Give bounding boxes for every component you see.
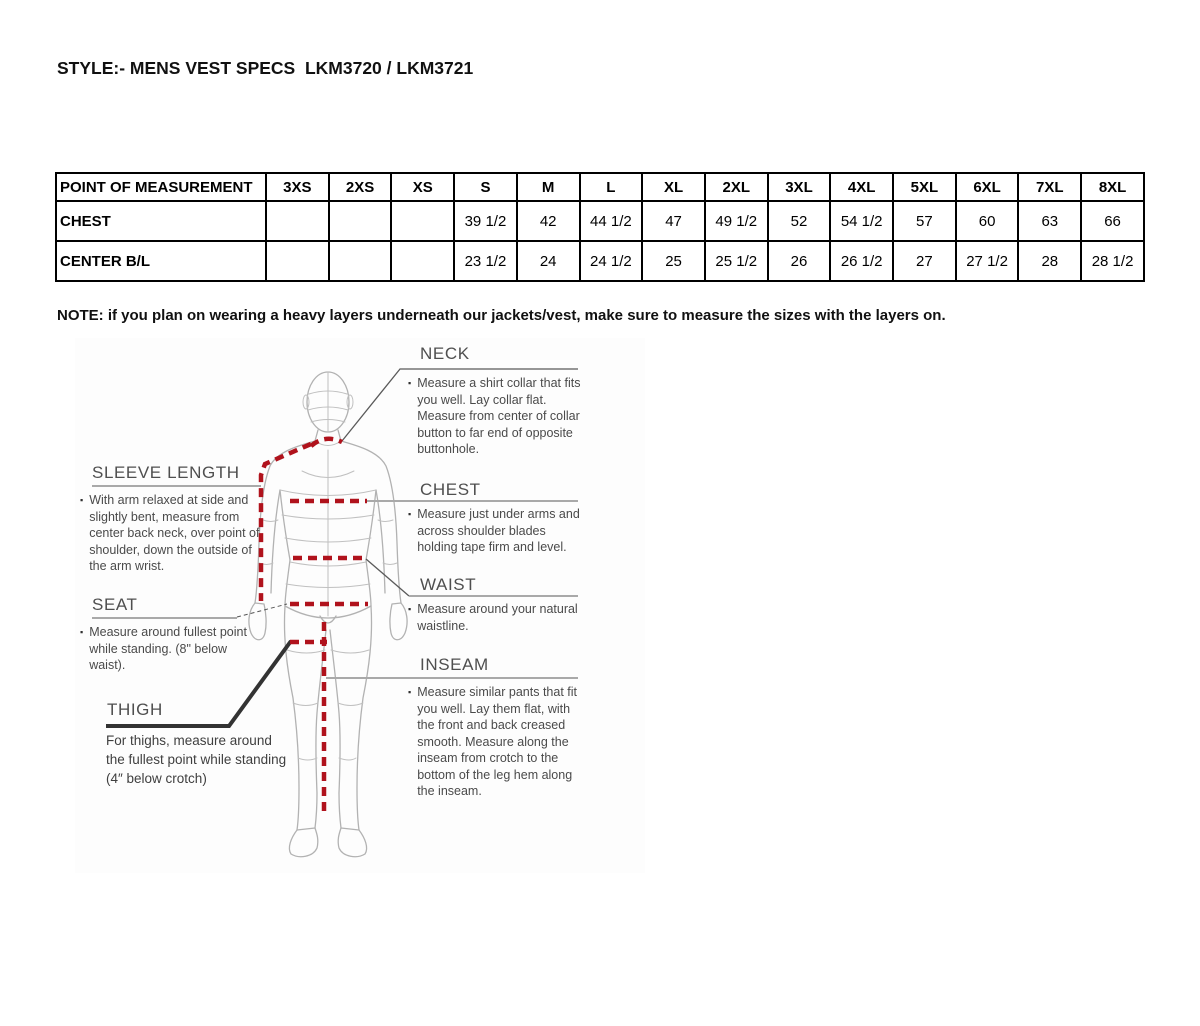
neck-description-text: Measure a shirt collar that fits you well. Lay collar flat. Measure from center of collar button to far end of opposite buttonhole. [417,376,581,456]
col-header-size-4xl: 4XL [830,173,893,201]
col-header-size-8xl: 8XL [1081,173,1144,201]
size-value-cell: 23 1/2 [454,241,517,281]
col-header-size-7xl: 7XL [1018,173,1081,201]
waist-description [408,601,582,634]
bullet-icon: ▪ [408,509,412,519]
size-value-cell: 26 [768,241,831,281]
size-table-header [56,173,1144,201]
size-value-cell: 54 1/2 [830,201,893,241]
table-row [56,201,1144,241]
note-text: NOTE: if you plan on wearing a heavy layers underneath our jackets/vest, make sure to measure the sizes with the layers on. [57,307,946,324]
size-value-cell: 24 1/2 [580,241,643,281]
size-value-cell [391,201,454,241]
sleeve-length-description [80,492,268,575]
size-value-cell [329,201,392,241]
size-value-cell: 44 1/2 [580,201,643,241]
bullet-icon: ▪ [408,378,412,388]
neck-description [408,375,584,458]
inseam-description [408,684,586,800]
sleeve-measure-line [261,444,311,601]
row-label: CENTER B/L [56,241,266,281]
size-value-cell: 42 [517,201,580,241]
size-table-header-row [56,173,1144,201]
size-value-cell: 24 [517,241,580,281]
neck-label: NECK [420,344,470,363]
inseam-label: INSEAM [420,655,489,674]
sleeve-length-description-text: With arm relaxed at side and slightly bent, measure from center back neck, over point of shoulder, down the outside of the arm wrist. [89,493,260,573]
size-value-cell: 28 1/2 [1081,241,1144,281]
size-value-cell [266,241,329,281]
col-header-size-3xs: 3XS [266,173,329,201]
waist-label: WAIST [420,575,477,594]
page-title: STYLE:- MENS VEST SPECS LKM3720 / LKM3721 [57,58,474,78]
chest-description [408,506,582,556]
seat-pointer-line [237,604,287,617]
size-value-cell: 49 1/2 [705,201,768,241]
col-header-size-2xl: 2XL [705,173,768,201]
size-value-cell: 57 [893,201,956,241]
size-value-cell: 60 [956,201,1019,241]
col-header-size-2xs: 2XS [329,173,392,201]
sleeve-length-label: SLEEVE LENGTH [92,463,240,482]
col-header-size-xs: XS [391,173,454,201]
size-value-cell: 27 [893,241,956,281]
col-header-size-3xl: 3XL [768,173,831,201]
size-value-cell: 26 1/2 [830,241,893,281]
seat-label: SEAT [92,595,138,614]
thigh-description [106,732,288,789]
size-value-cell: 66 [1081,201,1144,241]
chest-description-text: Measure just under arms and across shoulder blades holding tape firm and level. [417,507,580,554]
col-header-size-xl: XL [642,173,705,201]
thigh-label: THIGH [107,700,163,719]
size-value-cell: 47 [642,201,705,241]
bullet-icon: ▪ [408,604,412,614]
size-value-cell [391,241,454,281]
col-header-size-s: S [454,173,517,201]
chest-label: CHEST [420,480,481,499]
seat-description-text: Measure around fullest point while standing. (8" below waist). [89,625,247,672]
col-header-size-6xl: 6XL [956,173,1019,201]
size-value-cell: 25 [642,241,705,281]
size-value-cell: 25 1/2 [705,241,768,281]
size-table-body [56,201,1144,281]
col-header-size-l: L [580,173,643,201]
bullet-icon: ▪ [408,687,412,697]
bullet-icon: ▪ [80,627,84,637]
size-spec-table [55,172,1145,282]
size-value-cell: 39 1/2 [454,201,517,241]
size-value-cell: 27 1/2 [956,241,1019,281]
bullet-icon: ▪ [80,495,84,505]
measurement-guide-diagram [75,338,645,873]
col-header-size-5xl: 5XL [893,173,956,201]
size-value-cell [329,241,392,281]
col-header-size-m: M [517,173,580,201]
size-value-cell: 63 [1018,201,1081,241]
table-row [56,241,1144,281]
waist-description-text: Measure around your natural waistline. [417,602,578,633]
size-value-cell: 52 [768,201,831,241]
inseam-description-text: Measure similar pants that fit you well. Lay them flat, with the front and back creased smooth. Measure along the inseam from crotch to the bottom of the leg hem along the inseam. [417,685,577,798]
thigh-description-text: For thighs, measure around the fullest point while standing (4″ below crotch) [106,733,287,786]
size-value-cell: 28 [1018,241,1081,281]
size-value-cell [266,201,329,241]
row-label: CHEST [56,201,266,241]
col-header-point-of-measurement: POINT OF MEASUREMENT [56,173,266,201]
seat-description [80,624,250,674]
